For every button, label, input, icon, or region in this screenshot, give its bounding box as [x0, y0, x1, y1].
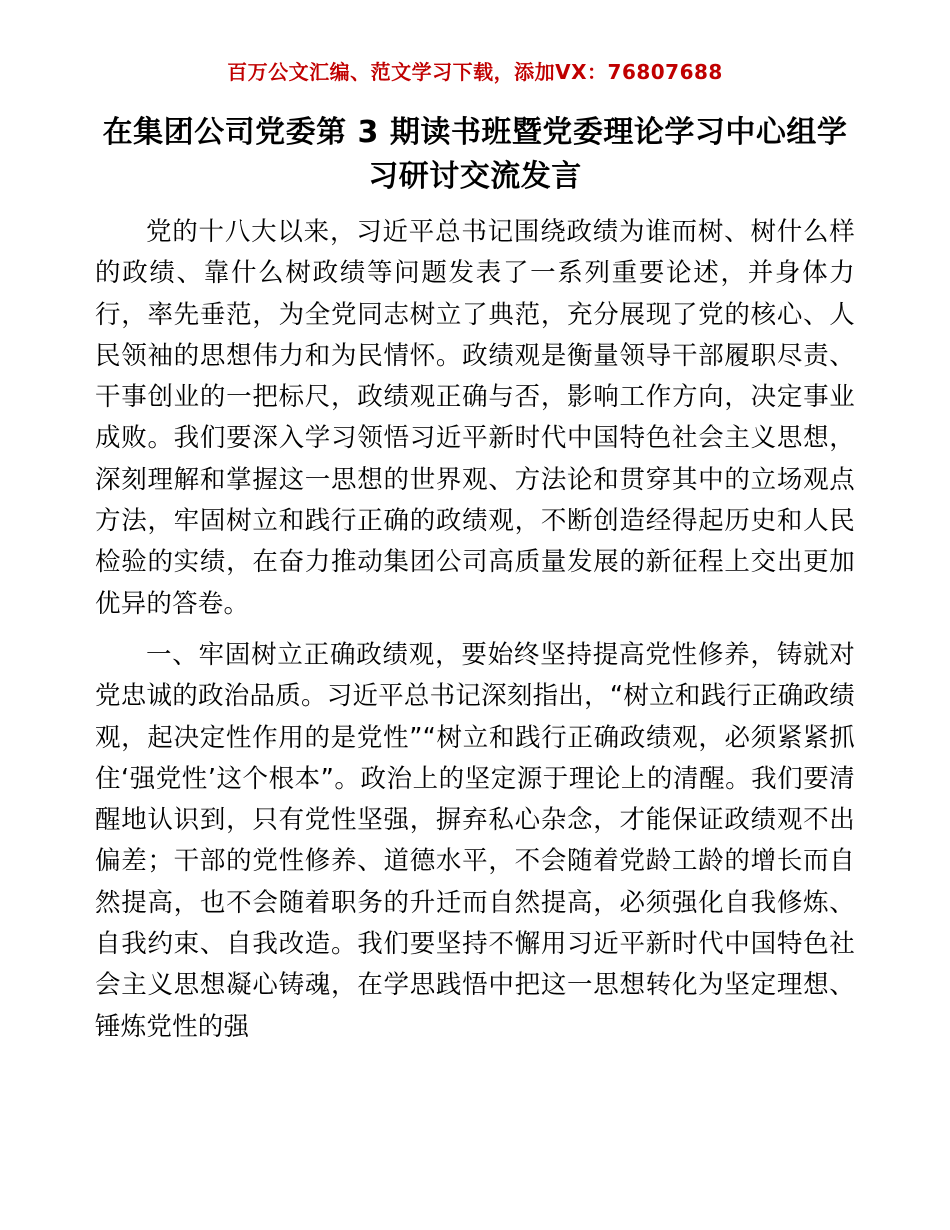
watermark-banner: 百万公文汇编、范文学习下载，添加VX：76807688 — [227, 60, 723, 84]
paragraph-1: 党的十八大以来，习近平总书记围绕政绩为谁而树、树什么样的政绩、靠什么树政绩等问题发表了一系列重要论述，并身体力行，率先垂范，为全党同志树立了典范，充分展现了党的核心、人民领袖的思想伟力和为民情怀。政绩观是衡量领导干部履职尽责、干事创业的一把标尺，政绩观正确与否，影响工作方向，决定事业成败。我们要深入学习领悟习近平新时代中国特色社会主义思想，深刻理解和掌握这一思想的世界观、方法论和贯穿其中的立场观点方法，牢固树立和践行正确的政绩观，不断创造经得起历史和人民检验的实绩，在奋力推动集团公司高质量发展的新征程上交出更加优异的答卷。 — [95, 217, 855, 619]
page-title: 在集团公司党委第 3 期读书班暨党委理论学习中心组学习研讨交流发言 — [102, 115, 848, 194]
paragraph-2: 一、牢固树立正确政绩观，要始终坚持提高党性修养，铸就对党忠诚的政治品质。习近平总书记深刻指出，“树立和践行正确政绩观，起决定性作用的是党性”“树立和践行正确政绩观，必须紧紧抓住‘强党性’这个根本”。政治上的坚定源于理论上的清醒。我们要清醒地认识到，只有党性坚强，摒弃私心杂念，才能保证政绩观不出偏差；干部的党性修养、道德水平，不会随着党龄工龄的增长而自然提高，也不会随着职务的升迁而自然提高，必须强化自我修炼、自我约束、自我改造。我们要坚持不懈用习近平新时代中国特色社会主义思想凝心铸魂，在学思践悟中把这一思想转化为坚定理想、锤炼党性的强 — [95, 639, 855, 1042]
